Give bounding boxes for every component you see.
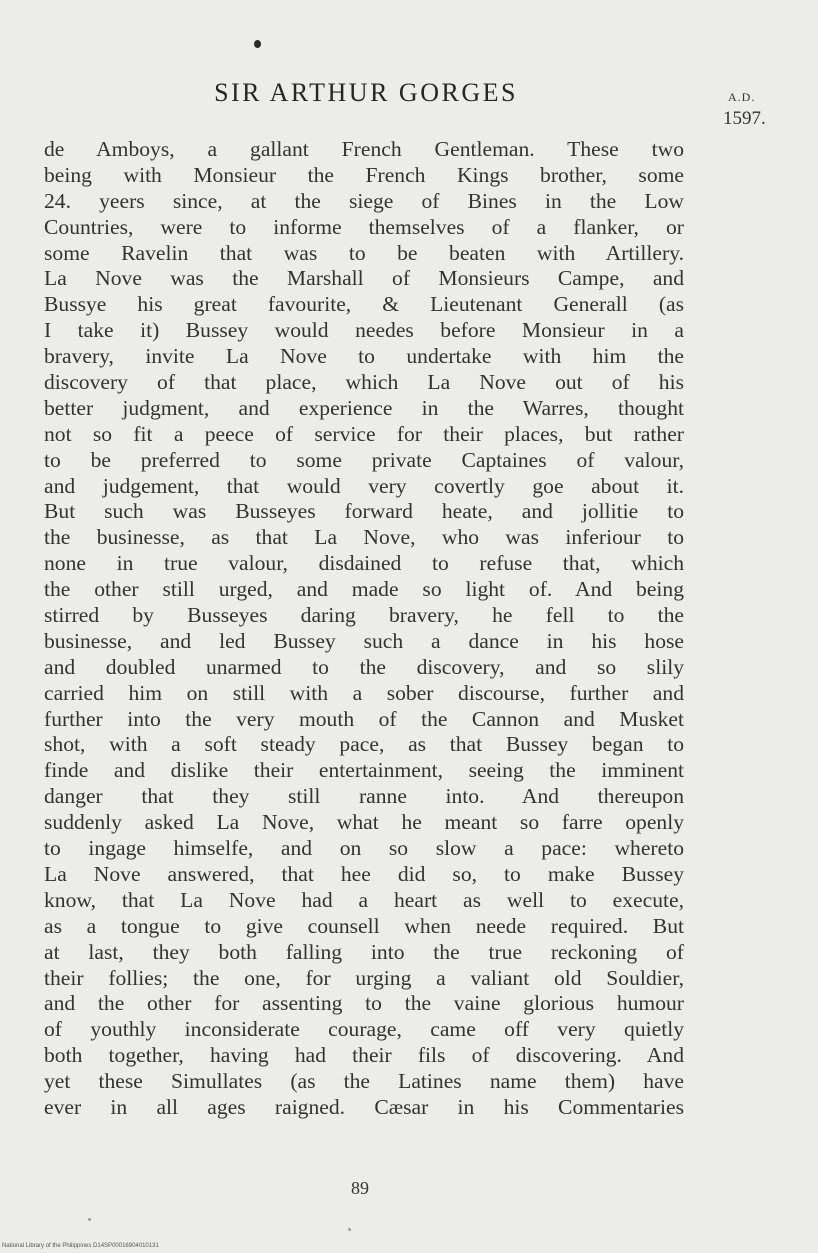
- text-line: de Amboys, a gallant French Gentleman. These two: [44, 137, 684, 161]
- text-line: But such was Busseyes forward heate, and jollitie to: [44, 499, 684, 524]
- text-line: La Nove was the Marshall of Monsieurs Campe, and: [44, 266, 684, 291]
- text-line: their follies; the one, for urging a valiant old Souldier,: [44, 965, 684, 990]
- text-line: bravery, invite La Nove to undertake with him the: [44, 344, 684, 369]
- text-line: and doubled unarmed to the discovery, and so slily: [44, 654, 684, 679]
- text-line: finde and dislike their entertainment, seeing the imminent: [44, 758, 684, 783]
- margin-note-label: A.D.: [728, 90, 756, 104]
- text-line: ever in all ages raigned. Cæsar in his Commentaries: [44, 1094, 684, 1119]
- text-line: suddenly asked La Nove, what he meant so farre openly: [44, 810, 684, 835]
- text-line: better judgment, and experience in the Warres, thought: [44, 395, 684, 420]
- text-line: 24. yeers since, at the siege of Bines in the Low: [44, 188, 684, 213]
- text-line: danger that they still ranne into. And thereupon: [44, 784, 684, 809]
- text-line: the other still urged, and made so light of. And being: [44, 577, 684, 602]
- text-line: not so fit a peece of service for their places, but rather: [44, 421, 684, 446]
- text-line: carried him on still with a sober discourse, further and: [44, 680, 684, 705]
- body-text: [44, 137, 684, 1121]
- text-line: yet these Simullates (as the Latines name them) have: [44, 1069, 684, 1094]
- text-line: the businesse, as that La Nove, who was inferiour to: [44, 525, 684, 550]
- text-line: at last, they both falling into the true reckoning of: [44, 939, 684, 964]
- text-line: both together, having had their fils of discovering. And: [44, 1043, 684, 1068]
- text-line: to be preferred to some private Captaines of valour,: [44, 447, 684, 472]
- text-line: I take it) Bussey would needes before Monsieur in a: [44, 318, 684, 343]
- archive-stamp: National Library of the Philippines D14SP00016904010131: [2, 1243, 159, 1249]
- text-line: of youthly inconsiderate courage, came off very quietly: [44, 1017, 684, 1042]
- text-line: Countries, were to informe themselves of a flanker, or: [44, 214, 684, 239]
- text-line: some Ravelin that was to be beaten with Artillery.: [44, 240, 684, 265]
- text-line: and the other for assenting to the vaine glorious humour: [44, 991, 684, 1016]
- page-number: 89: [351, 1178, 369, 1198]
- ink-speck: [254, 40, 261, 48]
- text-line: as a tongue to give counsell when neede required. But: [44, 913, 684, 938]
- text-line: discovery of that place, which La Nove out of his: [44, 370, 684, 395]
- margin-note-year: 1597.: [723, 108, 766, 129]
- text-line: know, that La Nove had a heart as well to execute,: [44, 887, 684, 912]
- text-line: businesse, and led Bussey such a dance in his hose: [44, 628, 684, 653]
- text-line: further into the very mouth of the Cannon and Musket: [44, 706, 684, 731]
- page-speck: [348, 1228, 351, 1231]
- text-line: none in true valour, disdained to refuse that, which: [44, 551, 684, 576]
- text-line: shot, with a soft steady pace, as that Bussey began to: [44, 732, 684, 757]
- text-line: stirred by Busseyes daring bravery, he fell to the: [44, 603, 684, 628]
- page-speck: [88, 1218, 91, 1221]
- text-line: Bussye his great favourite, & Lieutenant Generall (as: [44, 292, 684, 317]
- text-line: and judgement, that would very covertly goe about it.: [44, 473, 684, 498]
- text-line: being with Monsieur the French Kings brother, some: [44, 162, 684, 187]
- running-head: SIR ARTHUR GORGES: [214, 78, 518, 107]
- text-line: La Nove answered, that hee did so, to make Bussey: [44, 861, 684, 886]
- text-line: to ingage himselfe, and on so slow a pace: whereto: [44, 836, 684, 861]
